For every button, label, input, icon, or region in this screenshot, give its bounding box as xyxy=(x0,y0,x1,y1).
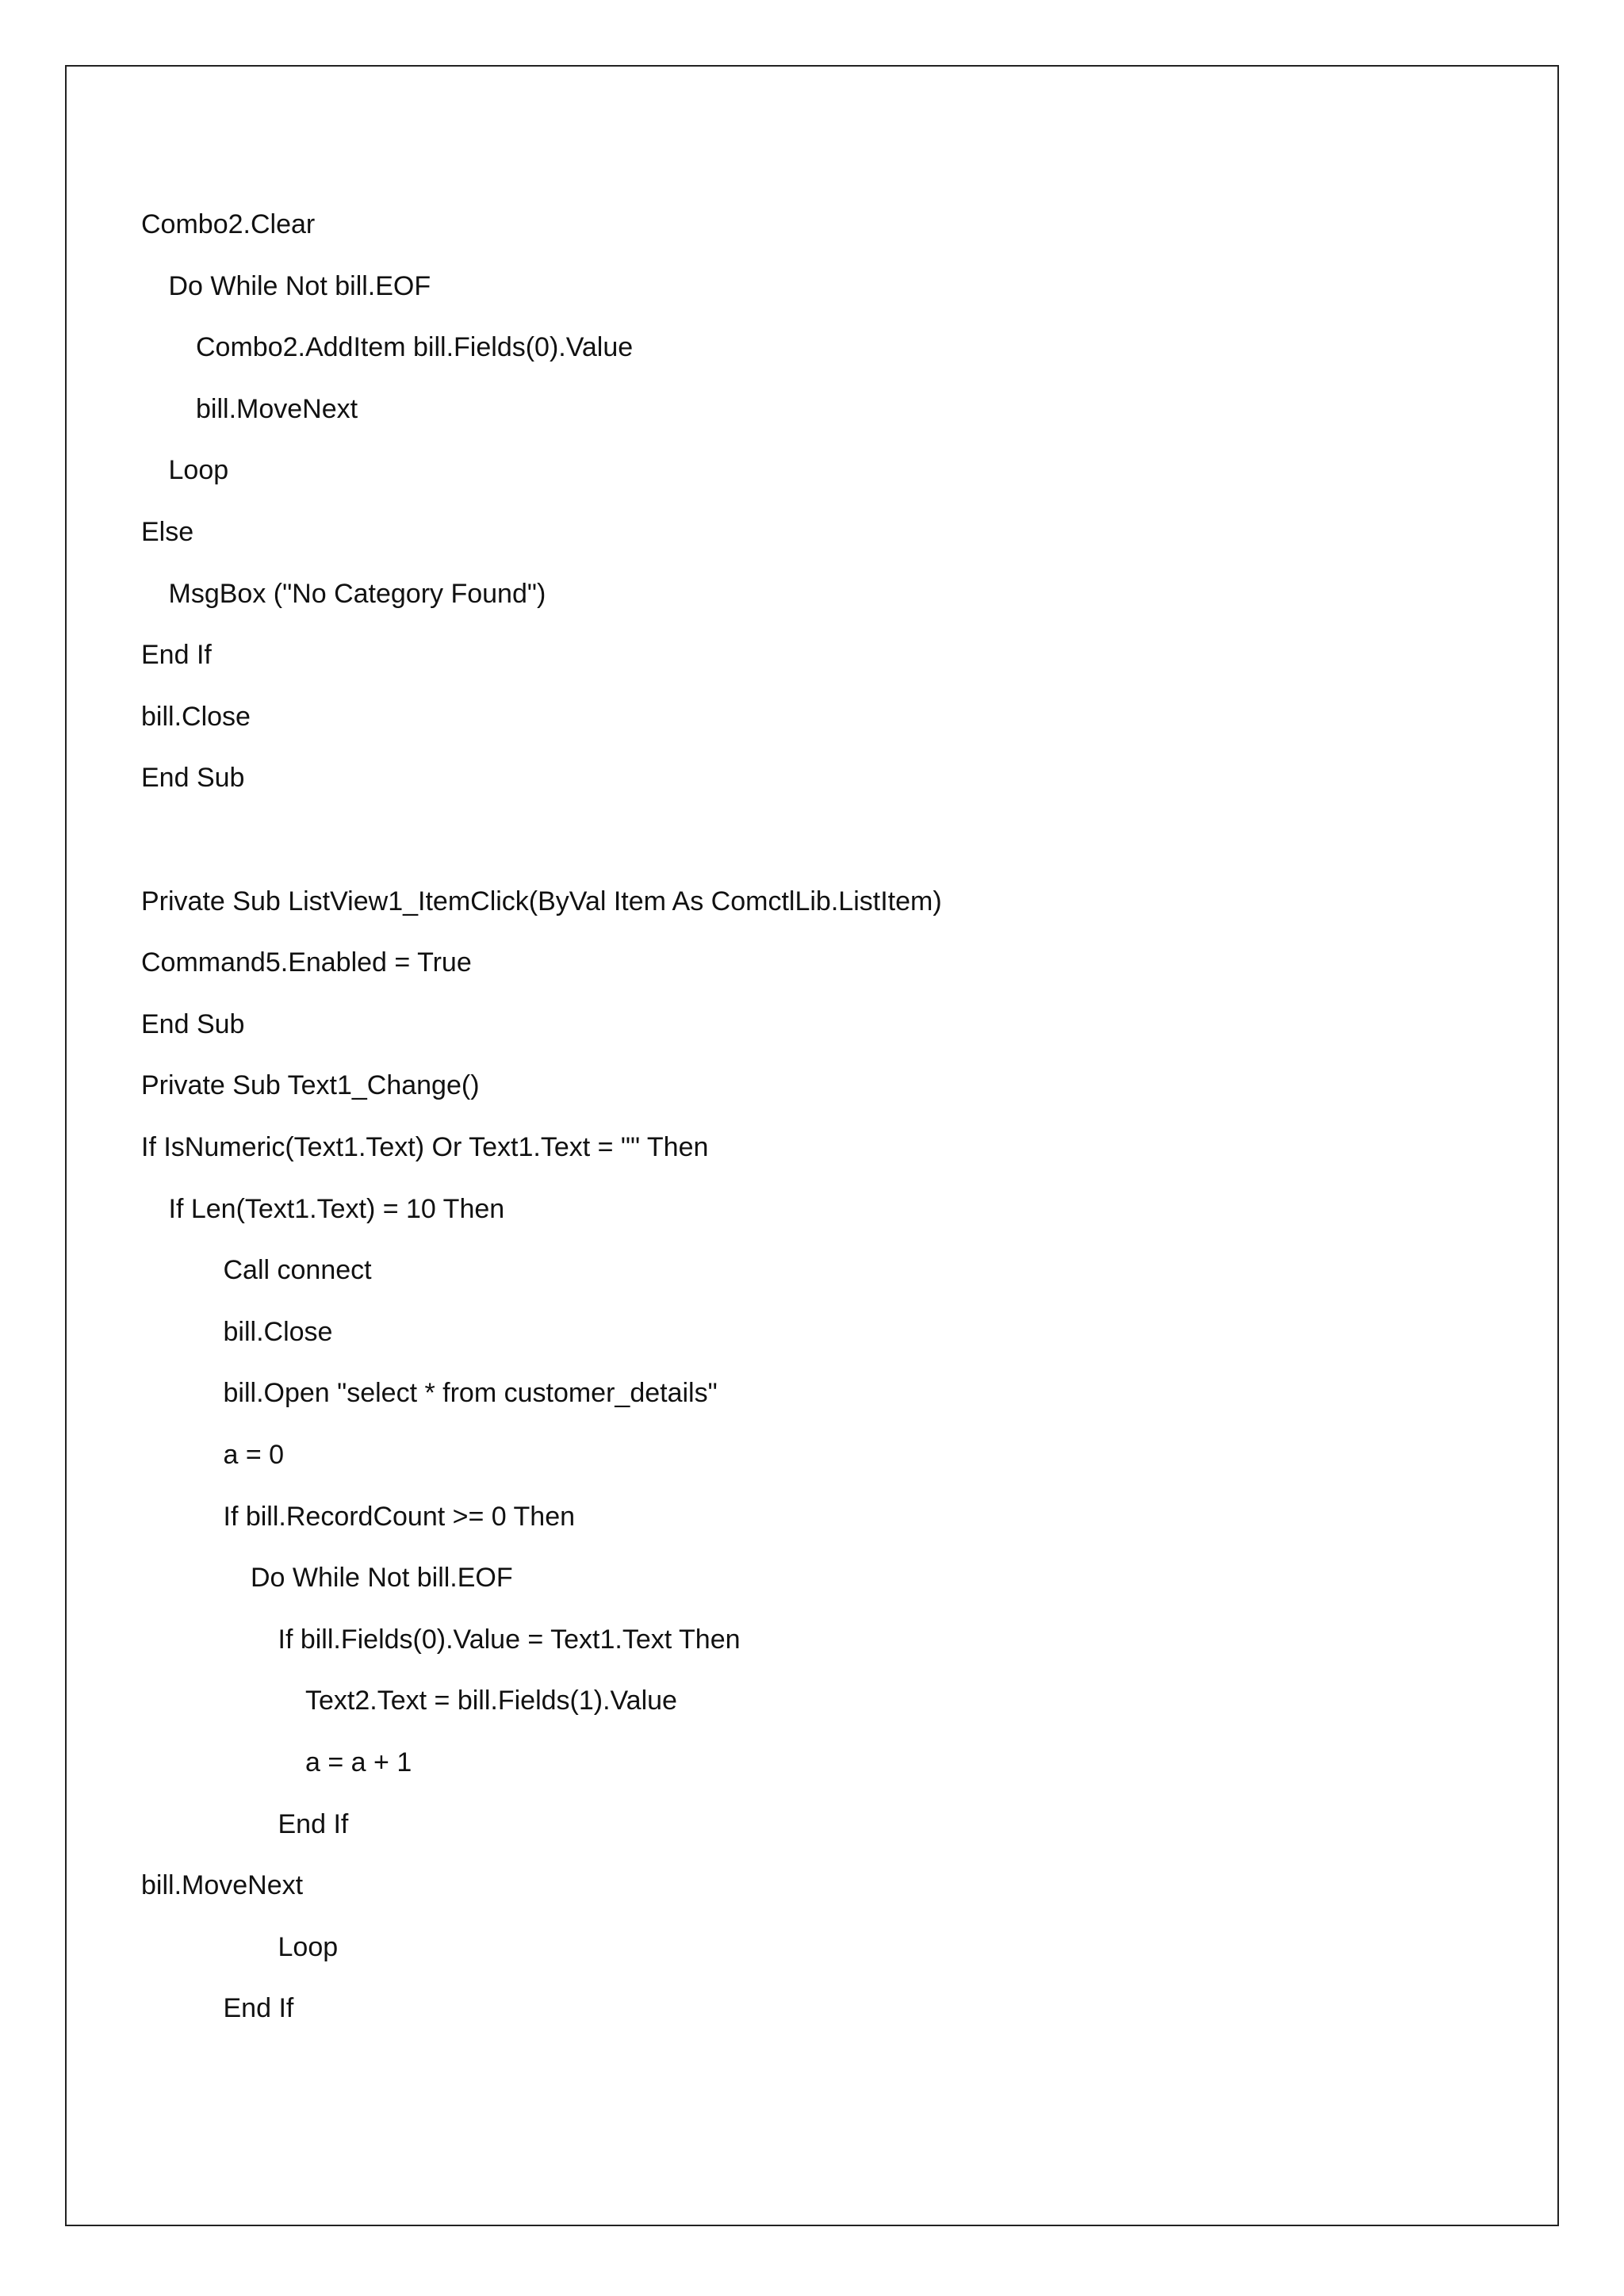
code-line: Loop xyxy=(168,455,229,486)
code-line: bill.MoveNext xyxy=(196,393,358,424)
code-line: Combo2.AddItem bill.Fields(0).Value xyxy=(196,332,634,363)
code-line: Command5.Enabled = True xyxy=(141,947,472,978)
code-line: Private Sub Text1_Change() xyxy=(141,1070,480,1101)
code-line: Do While Not bill.EOF xyxy=(251,1563,513,1594)
code-line: If IsNumeric(Text1.Text) Or Text1.Text = "" Then xyxy=(141,1132,709,1162)
code-line: bill.Close xyxy=(223,1316,333,1347)
code-line: If bill.RecordCount >= 0 Then xyxy=(223,1501,576,1532)
code-line: bill.MoveNext xyxy=(141,1870,304,1901)
code-line: End Sub xyxy=(141,1008,245,1039)
code-line: If Len(Text1.Text) = 10 Then xyxy=(168,1193,505,1224)
code-line: Combo2.Clear xyxy=(141,209,316,239)
code-line: Else xyxy=(141,517,194,547)
code-line: MsgBox ("No Category Found") xyxy=(168,578,546,609)
code-line: Loop xyxy=(278,1931,339,1962)
code-line: If bill.Fields(0).Value = Text1.Text Then xyxy=(278,1624,741,1655)
code-line: End Sub xyxy=(141,763,245,794)
code-line: Text2.Text = bill.Fields(1).Value xyxy=(305,1686,677,1716)
code-line: bill.Open "select * from customer_details" xyxy=(223,1378,718,1409)
code-line: Private Sub ListView1_ItemClick(ByVal Item As ComctlLib.ListItem) xyxy=(141,886,942,916)
code-line: End If xyxy=(141,640,212,671)
code-line: End If xyxy=(278,1808,349,1839)
code-line: Call connect xyxy=(223,1255,372,1286)
code-line: Do While Not bill.EOF xyxy=(168,270,431,301)
code-line: End If xyxy=(223,1993,294,2024)
code-line: a = 0 xyxy=(223,1440,285,1470)
code-line: a = a + 1 xyxy=(305,1747,412,1777)
code-line: bill.Close xyxy=(141,701,251,732)
